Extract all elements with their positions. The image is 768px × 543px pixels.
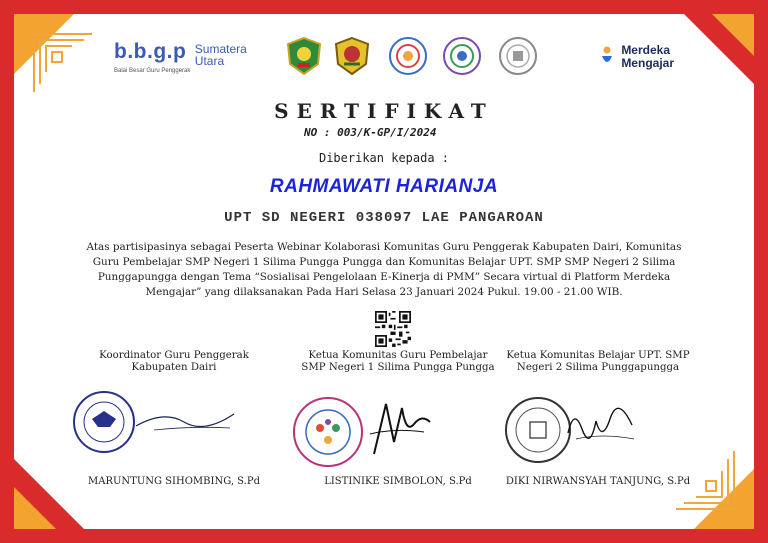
- recipient-name: RAHMAWATI HARIANJA: [269, 176, 499, 197]
- community-logo-1-icon: [388, 36, 428, 76]
- signatory-3-role: Ketua Komunitas Belajar UPT. SMP Negeri 2 Silima Punggapungga: [506, 350, 690, 373]
- corner-decoration-top-right-inner: [712, 14, 754, 56]
- bbgp-logo-text: b.b.g.p: [114, 40, 187, 63]
- signatory-3-name: DIKI NIRWANSYAH TANJUNG, S.Pd: [505, 476, 691, 487]
- certificate-number: NO : 003/K-GP/I/2024: [304, 126, 437, 139]
- signature-1-icon: [134, 400, 244, 440]
- signatory-2-role: Ketua Komunitas Guru Pembelajar SMP Negeri 1 Silima Pungga Pungga: [301, 350, 495, 373]
- recipient-school: UPT SD NEGERI 038097 LAE PANGAROAN: [224, 210, 544, 226]
- community-logo-3-icon: [498, 36, 538, 76]
- stamp-2-icon: [290, 394, 366, 470]
- merdeka-mengajar-icon: [600, 46, 614, 68]
- ornament-top-left-icon: [32, 32, 102, 102]
- signatory-2-name: LISTINIKE SIMBOLON, S.Pd: [324, 476, 472, 487]
- mm-line2: Mengajar: [621, 56, 674, 70]
- certificate-paper: [14, 14, 754, 529]
- signatory-1-role: Koordinator Guru Penggerak Kabupaten Dairi: [99, 350, 249, 373]
- bbgp-region-line1: Sumatera: [194, 42, 247, 56]
- bbgp-region-line2: Utara: [194, 54, 225, 68]
- province-emblem-icon: [284, 36, 324, 76]
- certificate-title: SERTIFIKAT: [274, 99, 494, 123]
- bbgp-caption: Balai Besar Guru Penggerak: [114, 68, 191, 74]
- signature-3-icon: [562, 399, 642, 459]
- mm-line1: Merdeka: [621, 43, 671, 57]
- regency-emblem-icon: [332, 36, 372, 76]
- certificate-body: Atas partisipasinya sebagai Peserta Webinar Kolaborasi Komunitas Guru Penggerak Kabupaten Dairi, Komunitas Guru Pembelajar SMP Negeri 1 Silima Pungga Pungga dan Komunitas Belajar UPT. SMP SMP Negeri 2 Silima Punggapungga dengan Tema “Sosialisai Pengelolaan E-Kinerja di PMM” Secara virtual di Platform Merdeka Mengajar” yang dilaksanakan Pada Hari Selasa 23 Januari 2024 Pukul. 19.00 - 21.00 WIB.: [86, 241, 682, 298]
- merdeka-mengajar-logo: [600, 44, 674, 70]
- header-logos: [114, 32, 674, 84]
- signatory-1-name: MARUNTUNG SIHOMBING, S.Pd: [88, 476, 260, 487]
- bbgp-logo: [114, 40, 247, 74]
- community-logo-2-icon: [442, 36, 482, 76]
- signature-2-icon: [364, 394, 434, 464]
- qr-code-icon: [375, 311, 411, 347]
- corner-decoration-bottom-left-inner: [14, 487, 56, 529]
- bbgp-region: [195, 43, 247, 67]
- given-to-label: Diberikan kepada :: [318, 151, 450, 165]
